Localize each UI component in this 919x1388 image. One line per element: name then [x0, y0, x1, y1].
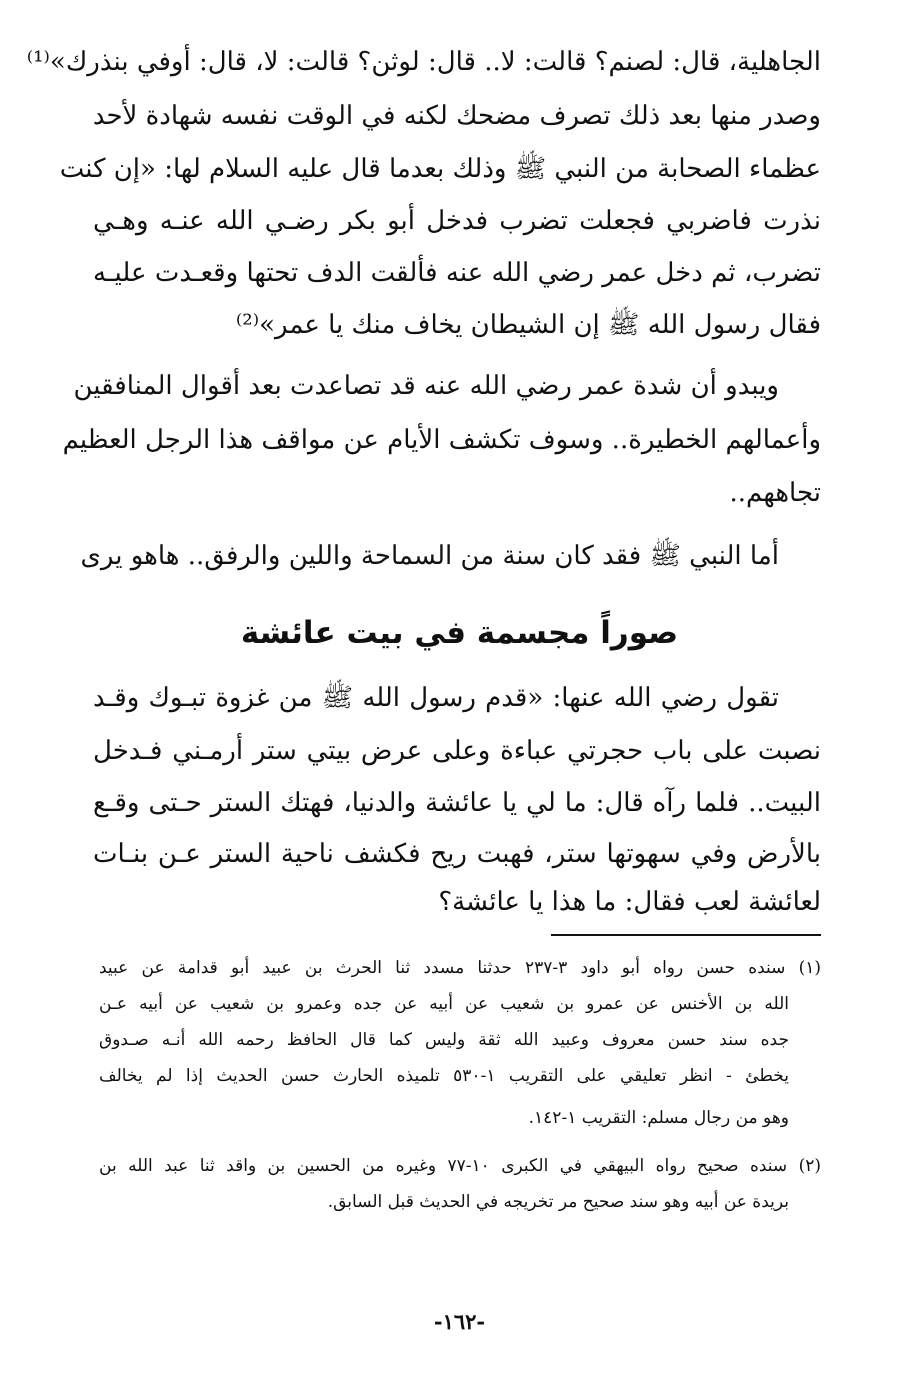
text-line: تضرب، ثم دخل عمر رضي الله عنه فألقت الدف تحتها وقعـدت عليـه — [93, 258, 821, 288]
text-line: لعائشة لعب فقال: ما هذا يا عائشة؟ — [438, 887, 821, 917]
text-line: البيت.. فلما رآه قال: ما لي يا عائشة والدنيا، فهتك الستر حـتى وقـع — [93, 788, 821, 818]
footnote-line: يخطئ - انظر تعليقي على التقريب ١-٥٣٠ تلميذه الحارث حسن الحديث إذا لم يخالف — [99, 1066, 789, 1086]
footnote-line: جده سند حسن معروف وعبيد الله ثقة وليس كما قال الحافظ رحمه الله أنـه صـدوق — [99, 1030, 789, 1050]
text-line: تقول رضي الله عنها: «قدم رسول الله ﷺ من غزوة تبـوك وقـد — [93, 683, 779, 713]
text-line: ويبدو أن شدة عمر رضي الله عنه قد تصاعدت بعد أقوال المنافقين — [73, 371, 779, 401]
text-line: وصدر منها بعد ذلك تصرف مضحك لكنه في الوقت نفسه شهادة لأحد — [92, 101, 821, 131]
footnote-line: (١) سنده حسن رواه أبو داود ٣-٢٣٧ حدثنا مسدد ثنا الحرث بن عبيد أبو قدامة عن عبيد — [99, 958, 822, 978]
text-line: وأعمالهم الخطيرة.. وسوف تكشف الأيام عن مواقف هذا الرجل العظيم — [62, 425, 821, 455]
text-line: فقال رسول الله ﷺ إن الشيطان يخاف منك يا عمر»⁽²⁾ — [235, 310, 821, 340]
text-line: نذرت فاضربي فجعلت تضرب فدخل أبو بكر رضـي الله عنـه وهـي — [93, 206, 821, 236]
text-line: تجاههم.. — [729, 478, 821, 508]
section-heading: صوراً مجسمة في بيت عائشة — [240, 615, 679, 651]
text-line: بالأرض وفي سهوتها ستر، فهبت ريح فكشف ناحية الستر عـن بنـات — [93, 839, 821, 869]
footnote-line: بريدة عن أبيه وهو سند صحيح مر تخريجه في الحديث قبل السابق. — [327, 1192, 789, 1212]
text-line: عظماء الصحابة من النبي ﷺ وذلك بعدما قال عليه السلام لها: «إن كنت — [59, 154, 821, 184]
page-number: -١٦٢- — [433, 1309, 486, 1334]
footnote-separator — [551, 934, 821, 936]
text-line: نصبت على باب حجرتي عباءة وعلى عرض بيتي ستر أرمـني فـدخل — [93, 736, 821, 766]
text-line: الجاهلية، قال: لصنم؟ قالت: لا.. قال: لوثن؟ قالت: لا، قال: أوفي بنذرك»⁽¹⁾ — [26, 47, 821, 77]
text-line: أما النبي ﷺ فقد كان سنة من السماحة واللين والرفق.. هاهو يرى — [80, 541, 779, 571]
footnote-line: الله بن الأخنس عن عمرو بن شعيب عن أبيه عن جده وعمرو بن شعيب عن أبيه عـن — [99, 994, 789, 1014]
footnote-line: (٢) سنده صحيح رواه البيهقي في الكبرى ١٠-٧٧ وغيره من الحسين بن واقد ثنا عبد الله بن — [99, 1156, 821, 1176]
footnote-line: وهو من رجال مسلم: التقريب ١-١٤٢. — [528, 1108, 789, 1128]
